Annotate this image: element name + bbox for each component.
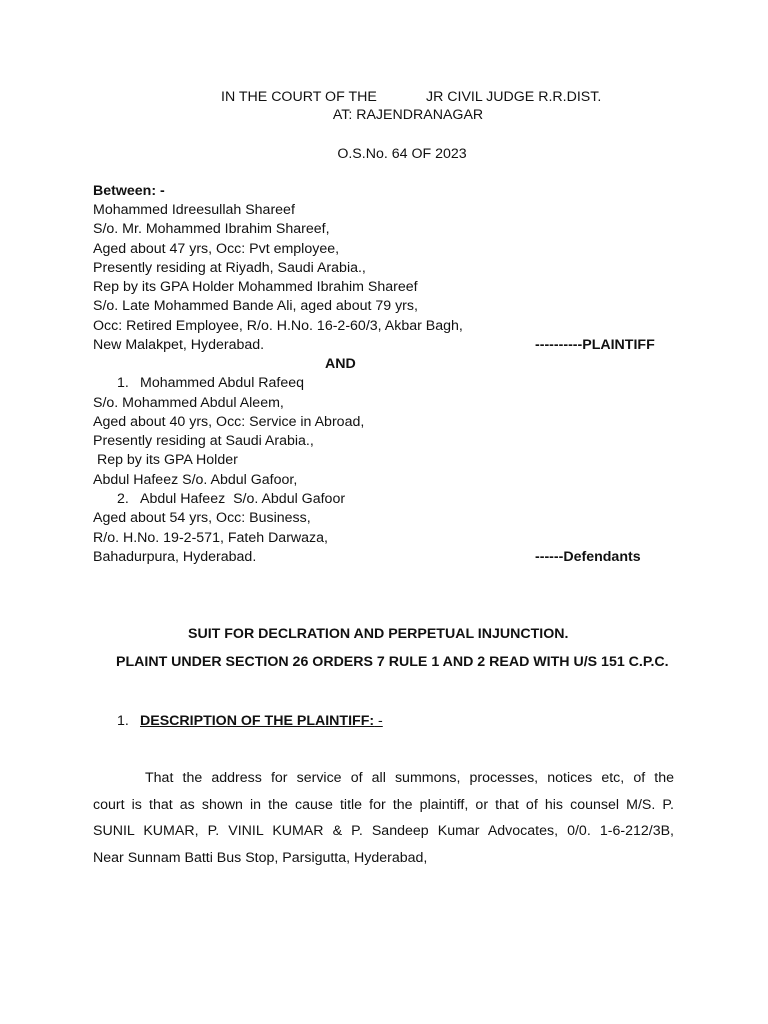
between-label: Between: - bbox=[93, 183, 165, 199]
plaintiff-line: S/o. Mr. Mohammed Ibrahim Shareef, bbox=[93, 221, 330, 237]
case-number: O.S.No. 64 OF 2023 bbox=[337, 146, 467, 162]
section-1-heading-text: DESCRIPTION OF THE PLAINTIFF: bbox=[140, 713, 375, 729]
defendant-1-number: 1. bbox=[117, 375, 129, 391]
paragraph-line: Near Sunnam Batti Bus Stop, Parsigutta, Hyderabad, bbox=[93, 849, 428, 866]
plaint-title: PLAINT UNDER SECTION 26 ORDERS 7 RULE 1 AND 2 READ WITH U/S 151 C.P.C. bbox=[116, 654, 669, 670]
defendant-line: Aged about 40 yrs, Occ: Service in Abroad, bbox=[93, 414, 365, 430]
plaintiff-line: Occ: Retired Employee, R/o. H.No. 16-2-60/3, Akbar Bagh, bbox=[93, 318, 463, 334]
court-name: JR CIVIL JUDGE R.R.DIST. bbox=[426, 89, 602, 105]
section-1-number: 1. bbox=[117, 713, 129, 729]
defendant-line: Aged about 54 yrs, Occ: Business, bbox=[93, 510, 311, 526]
paragraph-line: SUNIL KUMAR, P. VINIL KUMAR & P. Sandeep Kumar Advocates, 0/0. 1-6-212/3B, bbox=[93, 823, 674, 839]
defendant-line: R/o. H.No. 19-2-571, Fateh Darwaza, bbox=[93, 530, 328, 546]
defendant-line: Rep by its GPA Holder bbox=[93, 452, 238, 468]
defendant-line: Abdul Hafeez S/o. Abdul Gafoor, bbox=[93, 472, 298, 488]
defendant-line: S/o. Mohammed Abdul Aleem, bbox=[93, 395, 284, 411]
defendant-line: Presently residing at Saudi Arabia., bbox=[93, 433, 314, 449]
court-location: AT: RAJENDRANAGAR bbox=[332, 107, 484, 123]
defendants-tag: ------Defendants bbox=[535, 549, 641, 565]
defendant-line: Abdul Hafeez S/o. Abdul Gafoor bbox=[140, 491, 346, 507]
plaintiff-line: S/o. Late Mohammed Bande Ali, aged about 79 yrs, bbox=[93, 298, 418, 314]
paragraph-line: court is that as shown in the cause title for the plaintiff, or that of his counsel M/S. P. bbox=[93, 796, 674, 813]
plaintiff-line: Aged about 47 yrs, Occ: Pvt employee, bbox=[93, 241, 340, 257]
plaintiff-tag: ----------PLAINTIFF bbox=[535, 337, 655, 353]
defendant-2-number: 2. bbox=[117, 491, 129, 507]
plaintiff-line: Mohammed Idreesullah Shareef bbox=[93, 202, 295, 218]
suit-title: SUIT FOR DECLRATION AND PERPETUAL INJUNCTION. bbox=[188, 626, 569, 642]
and-label: AND bbox=[325, 356, 356, 372]
defendant-line: Bahadurpura, Hyderabad. bbox=[93, 549, 257, 565]
section-1-heading bbox=[140, 712, 383, 731]
section-1-paragraph bbox=[93, 765, 674, 871]
court-prefix: IN THE COURT OF THE bbox=[221, 89, 377, 105]
plaintiff-line: New Malakpet, Hyderabad. bbox=[93, 337, 265, 353]
plaintiff-line: Rep by its GPA Holder Mohammed Ibrahim Shareef bbox=[93, 279, 418, 295]
plaintiff-line: Presently residing at Riyadh, Saudi Arabia., bbox=[93, 260, 366, 276]
paragraph-line: That the address for service of all summons, processes, notices etc, of the bbox=[145, 770, 674, 786]
section-1-heading-suffix: - bbox=[374, 713, 383, 729]
defendant-line: Mohammed Abdul Rafeeq bbox=[140, 375, 305, 391]
